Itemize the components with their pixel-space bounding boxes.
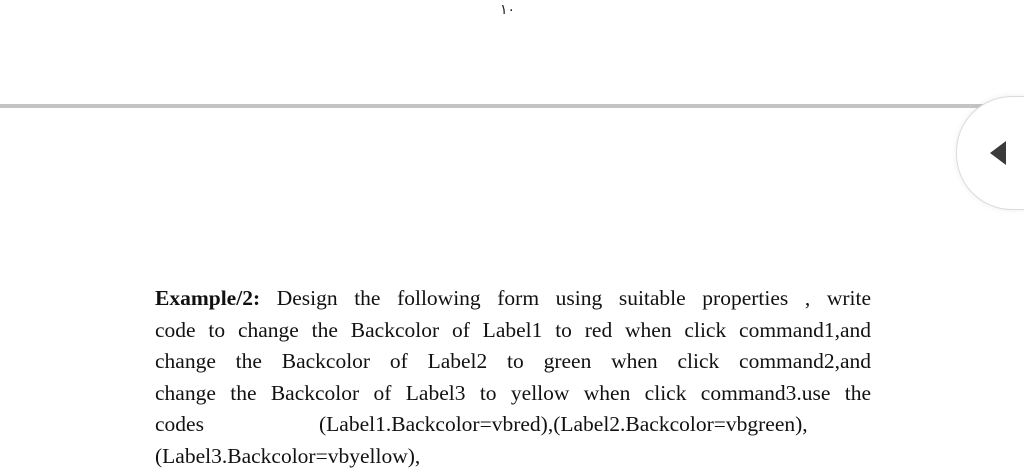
example-label: Example/2: [155, 286, 261, 310]
page-divider [0, 104, 1024, 108]
codes-word: codes [155, 412, 204, 436]
paragraph-text: Design the following form using suitable properties , write [276, 286, 871, 310]
paragraph-line-5 [155, 409, 871, 441]
previous-page-button[interactable] [956, 96, 1024, 210]
paragraph-line-1 [155, 283, 871, 315]
codes-snippet: (Label1.Backcolor=vbred),(Label2.Backcolor=vbgreen), [319, 412, 808, 436]
paragraph-line-4: change the Backcolor of Label3 to yellow when click command3.use the [155, 380, 871, 405]
paragraph-line-6: (Label3.Backcolor=vbyellow), [155, 443, 421, 468]
paragraph-line-2: code to change the Backcolor of Label1 to red when click command1,and [155, 317, 871, 342]
paragraph-line-3: change the Backcolor of Label2 to green when click command2,and [155, 349, 871, 373]
arrow-left-icon [990, 141, 1006, 165]
example-paragraph [155, 283, 871, 472]
page-number: ١٠ [500, 2, 516, 18]
